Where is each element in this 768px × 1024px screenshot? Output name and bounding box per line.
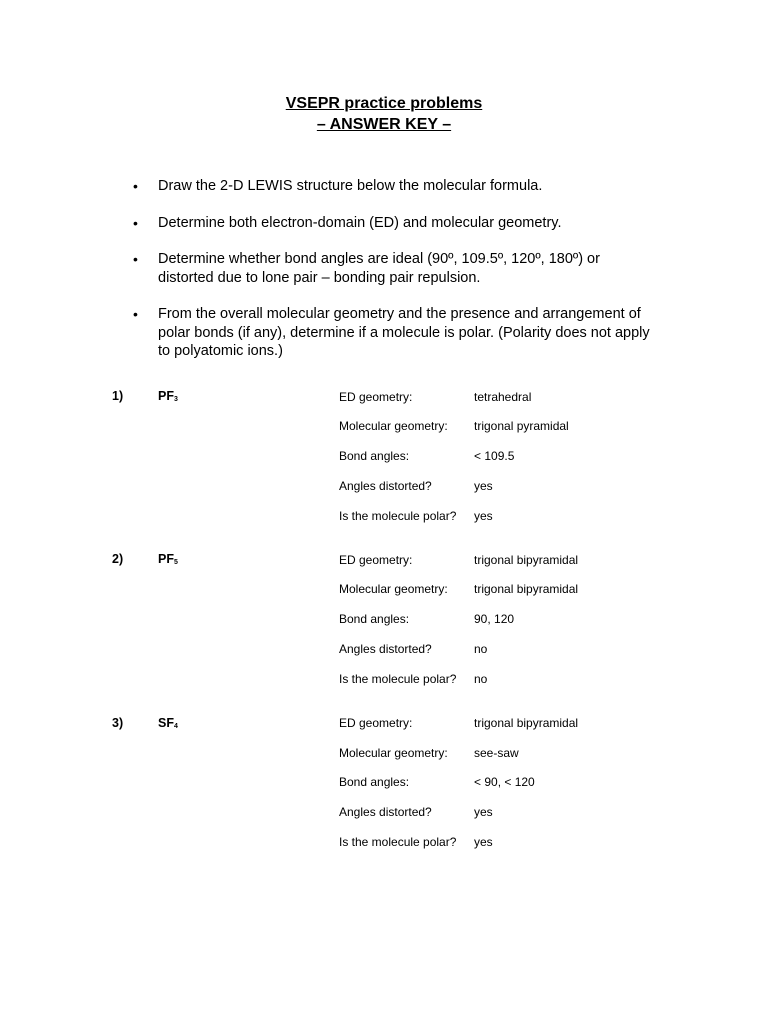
molecular-geometry-row: Molecular geometry: trigonal pyramidal: [339, 419, 569, 433]
polar-row: Is the molecule polar? no: [339, 672, 488, 686]
polar-row: Is the molecule polar? yes: [339, 509, 493, 523]
instruction-item: • Determine both electron-domain (ED) and molecular geometry.: [133, 214, 562, 231]
ed-geometry-row: ED geometry: trigonal bipyramidal: [339, 553, 579, 567]
polar-value: yes: [474, 835, 493, 849]
bond-angles-value: < 109.5: [474, 449, 515, 463]
angles-distorted-value: yes: [474, 479, 493, 493]
bond-angles-row: Bond angles: 90, 120: [339, 612, 515, 626]
ed-geometry-value: trigonal bipyramidal: [474, 553, 579, 567]
ed-geometry-value: trigonal bipyramidal: [474, 716, 579, 730]
instruction-list: [130, 177, 650, 379]
molecular-geometry-value: trigonal bipyramidal: [474, 582, 579, 596]
bond-angles-value: < 90, < 120: [474, 775, 535, 789]
polar-value: yes: [474, 509, 493, 523]
instruction-item: • From the overall molecular geometry and the presence and arrangement of polar bonds (if any), determine if a molecule is polar. (Polarity does not apply to polyatomic ions.): [133, 306, 650, 359]
bullet-icon: •: [133, 214, 138, 231]
bullet-icon: •: [133, 251, 138, 267]
bullet-icon: •: [133, 306, 138, 322]
instruction-item: • Determine whether bond angles are ideal (90º, 109.5º, 120º, 180º) or distorted due to lone pair – bonding pair repulsion.: [133, 251, 600, 286]
instruction-item: • Draw the 2-D LEWIS structure below the molecular formula.: [133, 178, 543, 194]
angles-distorted-row: Angles distorted? no: [339, 642, 488, 656]
molecular-geometry-row: Molecular geometry: trigonal bipyramidal: [339, 582, 579, 596]
molecular-formula: $SF_4$: [158, 716, 178, 730]
bond-angles-row: Bond angles: < 109.5: [339, 449, 515, 463]
molecular-formula: $PF_3$: [158, 389, 178, 403]
bond-angles-row: Bond angles: < 90, < 120: [339, 775, 535, 789]
molecular-formula: $PF_5$: [158, 552, 178, 566]
polar-row: Is the molecule polar? yes: [339, 835, 493, 849]
angles-distorted-value: yes: [474, 805, 493, 819]
angles-distorted-row: Angles distorted? yes: [339, 805, 493, 819]
ed-geometry-row: ED geometry: tetrahedral: [339, 390, 532, 404]
problem-number: 3): [112, 716, 124, 730]
problem-number: 1): [112, 389, 124, 403]
title-line-1: VSEPR practice problems: [285, 95, 483, 112]
title-line-2: – ANSWER KEY –: [316, 116, 452, 133]
polar-value: no: [474, 672, 488, 686]
molecular-geometry-value: trigonal pyramidal: [474, 419, 569, 433]
molecular-geometry-value: see-saw: [474, 746, 519, 760]
bond-angles-value: 90, 120: [474, 612, 515, 626]
ed-geometry-value: tetrahedral: [474, 390, 532, 404]
angles-distorted-row: Angles distorted? yes: [339, 479, 493, 493]
molecular-geometry-row: Molecular geometry: see-saw: [339, 746, 519, 760]
problem-number: 2): [112, 552, 124, 566]
bullet-icon: •: [133, 178, 138, 194]
ed-geometry-row: ED geometry: trigonal bipyramidal: [339, 716, 579, 730]
angles-distorted-value: no: [474, 642, 488, 656]
